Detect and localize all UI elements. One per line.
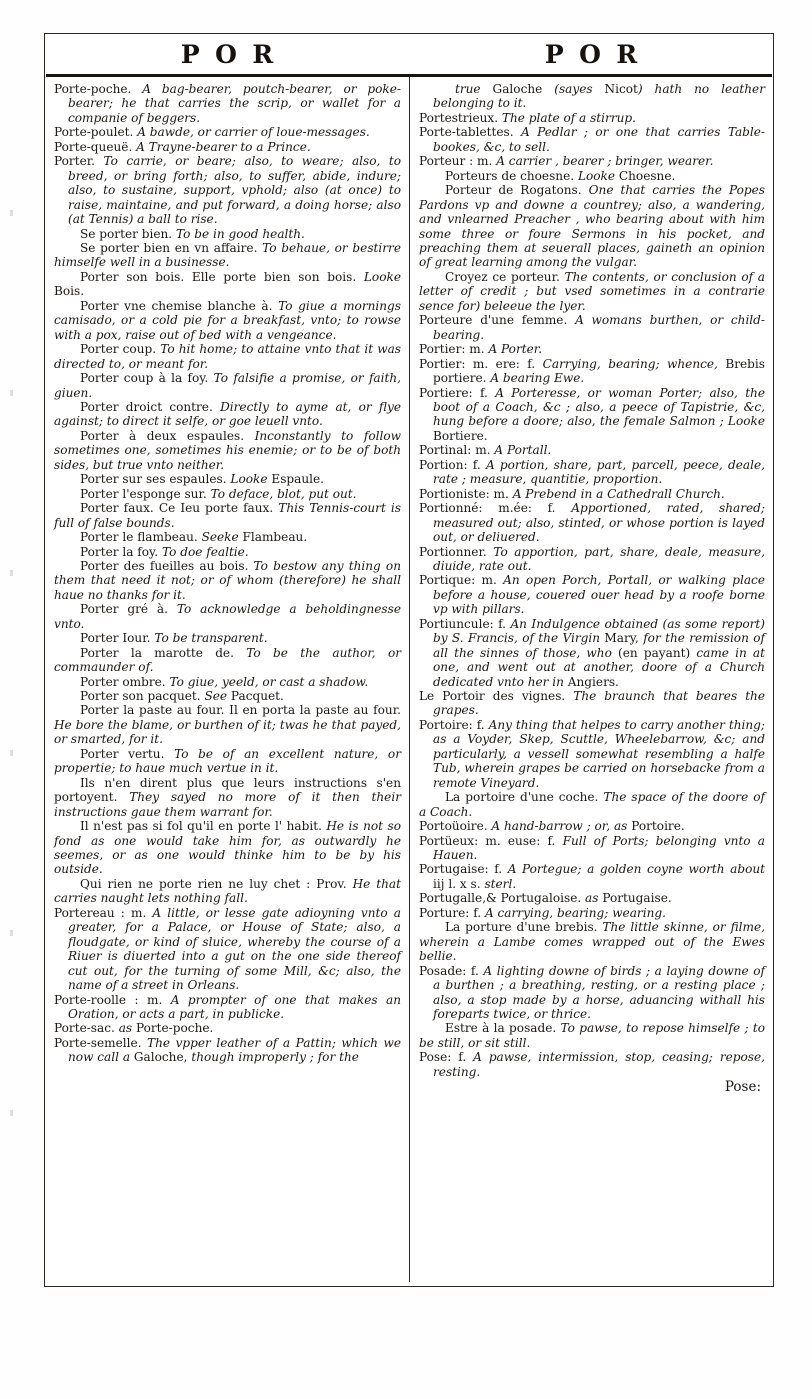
headword-text: Portugalle,& Portugaloise. [419,891,586,906]
dictionary-entry [54,371,401,400]
column-right [409,77,773,1282]
headword-text: Porter son bois. Elle porte bien son bois. [80,269,364,284]
headword-text: Flambeau. [242,530,308,545]
headword-text: Brebis portiere. [433,356,766,386]
headword-text: Espaule. [271,472,325,487]
dictionary-entry [54,429,401,472]
headword-text: Portionner. [419,544,494,559]
headword-text: Porte-tablettes. [419,125,521,140]
headword-text: Porter vertu. [80,746,175,761]
headword-text: Se porter bien. [80,226,176,241]
gloss-text: The little skinne, or filme, wherein a Lambe comes wrapped out of the Ewes bellie. [419,920,765,964]
dictionary-entry [54,545,401,559]
headword-text: Porter gré à. [80,602,177,617]
gloss-text: To carrie, or beare; also, to weare; also, to breed, or bring forth; also, to suffer, abide, indure; also, to sustaine, support, vphold; also (at once) to raise, maintaine, and put forward, a doing horse; also (at Tennis) a ball to rise. [68,154,401,227]
headword-text: Porte-poche. [54,82,143,96]
headword-text: Porteur de Rogatons. [445,183,589,198]
dictionary-entry [54,82,401,125]
dictionary-entry [419,111,765,125]
dictionary-entry [419,718,765,790]
gloss-text: A prompter of one that makes an Oration, or acts a part, in publicke. [68,992,401,1021]
headword-text: Porter le flambeau. [80,530,202,545]
gloss-text: To hit home; to attaine vnto that it was directed to, or meant for. [54,342,401,371]
headword-text: Portoire. [631,819,685,834]
gloss-text: This Tennis-court is full of false bounds. [54,501,401,530]
headword-text: Posade: f. [419,963,484,978]
dictionary-entry [54,646,401,675]
catchword: Pose: [724,1079,761,1096]
gloss-text: Inconstantly to follow sometimes one, sometimes his enemie; or to be of both sides, but true vnto neither. [54,428,401,472]
gloss-text: He is not so fond as one would take him for, as outwardly he seemes, or as one would thinke him to be by his outside. [54,819,401,877]
dictionary-entry [419,487,765,501]
headword-text: (en payant) [618,645,697,660]
headword-text: Galoche [492,82,555,96]
headword-text: Portiuncule: f. [419,616,511,631]
gloss-text: A little, or lesse gate adioyning vnto a greater, for a Palace, or House of State; also, a floudgate, or kind of sluice, whereby the course of a Riuer is diuerted into a gut on the one side thereof cut out, for the turning of some Mill, &c; also, the name of a street in Orleans. [68,905,401,993]
gloss-text: To pawse, to repose himselfe ; to be still, or sit still. [419,1021,765,1050]
dictionary-entry [419,891,765,905]
gloss-text: Looke [577,168,619,183]
gloss-text: A portion, share, part, parcell, peece, deale, rate ; measure, quantitie, proportion. [433,457,765,487]
dictionary-entry [54,819,401,877]
headword-text: Portier: m. [419,342,489,357]
headword-text: Il n'est pas si fol qu'il en porte l' habit. [80,819,327,834]
headword-text: Pacquet. [230,689,284,704]
headword-text: Porter l'esponge sur. [80,486,211,501]
dictionary-entry [54,125,401,139]
headword-text: Portugaise. [602,891,672,906]
headword-text: Porture: f. [419,905,485,920]
gloss-text: as [585,891,603,906]
headword-text: Croyez ce porteur. [445,269,565,284]
gloss-text: To be of an excellent nature, or propertie; to haue much vertue in it. [54,746,401,776]
gloss-text: A bearing Ewe. [490,371,585,386]
gloss-text: To be transparent. [154,631,268,646]
headword-text: Porte-poulet. [54,125,138,140]
dictionary-entry [419,964,765,1022]
headword-text: Choesne. [618,168,676,183]
dictionary-entry [419,443,765,457]
headword-text: Portugaise: f. [419,862,508,877]
gloss-text: He that carries naught lets nothing fall. [54,876,401,906]
headword-text: Portier: m. ere: f. [419,356,543,371]
headword-text: Porter des fueilles au bois. [80,558,254,573]
gloss-text: An open Porch, Portall, or walking place before a house, couered ouer head by a roofe borne vp with pillars. [433,573,765,617]
dictionary-entry [54,241,401,270]
dictionary-entry [54,227,401,241]
headword-text: Galoche, [133,1050,192,1065]
dictionary-entry [419,920,765,963]
headword-text: Porter la foy. [80,544,162,559]
gloss-text: The space of the doore of a Coach. [419,790,765,819]
running-head-left: POR [180,39,289,69]
gloss-text: To doe fealtie. [161,544,249,559]
gloss-text: To giue a mornings camisado, or a cold pie for a breakfast, vnto; to rowse with a pox, raise out of bed with a vengeance. [54,298,401,342]
headword-text: Porter coup à la foy. [80,371,214,386]
dictionary-entry [54,1021,401,1035]
dictionary-entry [419,573,765,616]
gloss-text: A pawse, intermission, stop, ceasing; repose, resting. [433,1050,765,1079]
dictionary-entry [419,834,765,863]
gloss-text: Seeke [201,530,243,545]
headword-text: La porture d'une brebis. [445,920,603,935]
dictionary-entry [54,776,401,819]
dictionary-entry [54,747,401,776]
gloss-text: They sayed no more of it then their instructions gaue them warrant for. [54,790,401,819]
headword-text: Porte-poche. [135,1021,214,1036]
gloss-text: A Trayne-bearer to a Prince. [136,139,311,154]
headword-text: Portoire: f. [419,717,489,732]
dictionary-entry [419,862,765,891]
headword-text: Porte-roolle : m. [54,992,171,1007]
gloss-text: Carrying, bearing; whence, [542,356,726,371]
headword-text: Portioniste: m. [419,486,513,501]
headword-text: Se porter bien en vn affaire. [80,240,263,255]
dictionary-entry [54,154,401,226]
gloss-text: A hand-barrow ; or, as [491,819,632,834]
headword-text: Porte-semelle. [54,1035,148,1050]
dictionary-entry [419,270,765,313]
headword-text: Porter son pacquet. [80,689,205,704]
dictionary-entry [54,400,401,429]
gloss-text: Apportioned, rated, shared; measured out; also, stinted, or whose portion is layed out, or deliuered. [433,501,765,545]
running-head-right: POR [544,39,653,69]
gloss-text: A lighting downe of birds ; a laying downe of a burthen ; a breathing, resting, or a resting place ; also, a stop made by a horse, aduancing withall his foreparts twice, or thrice. [433,963,765,1021]
dictionary-entry [54,559,401,602]
gloss-text: To giue, yeeld, or cast a shadow. [169,674,369,689]
gloss-text: ) hath no leather belonging to it. [433,82,765,111]
gloss-text: See [204,689,231,704]
dictionary-entry [54,877,401,906]
gloss-text: A carrying, bearing; wearing. [484,905,666,920]
headword-text: Bois. [54,284,85,299]
gloss-text: A Prebend in a Cathedrall Church. [512,486,725,501]
gloss-text: An Indulgence obtained (as some report) by S. Francis, of the Virgin [433,616,765,646]
gloss-text: The braunch that beares the grapes. [433,689,765,718]
gloss-text: though improperly ; for the [191,1050,359,1065]
headword-text: Porter vne chemise blanche à. [80,298,279,313]
gloss-text: He bore the blame, or burthen of it; twas he that payed, or smarted, for it. [54,717,401,747]
gloss-text: Looke [363,269,401,284]
dictionary-entry [419,82,765,111]
headword-text: Porter la paste au four. Il en porta la paste au four. [80,703,401,718]
headword-text: Porte-queuë. [54,139,137,154]
gloss-text: To be in good health. [175,226,305,241]
gloss-text: as [118,1021,136,1036]
headword-text: iij l. x s. [433,876,485,891]
gloss-text: To be the author, or commaunder of. [54,645,402,675]
headword-text: Porter Iour. [80,631,155,646]
headword-text: Porter droict contre. [80,399,221,414]
headword-text: Porteurs de choesne. [445,168,578,183]
dictionary-entry [54,631,401,645]
headword-text: Porter. [54,154,104,169]
headword-text: Porteure d'une femme. [419,313,576,328]
headword-text: Portiere: f. [419,385,496,400]
dictionary-entry [54,342,401,371]
gloss-text: To behaue, or bestirre himselfe well in a businesse. [54,240,401,270]
page-frame [44,33,774,1287]
dictionary-entry [419,313,765,342]
running-head-row [45,34,773,74]
headword-text: Portionné: m.ée: f. [419,501,572,516]
gloss-text: To apportion, part, share, deale, measure, diuide, rate out. [433,544,766,573]
dictionary-entry [419,1050,765,1079]
dictionary-entry [54,1036,401,1065]
dictionary-entry [54,270,401,299]
gloss-text: One that carries the Popes Pardons vp and downe a countrey; also, a wandering, and vnlearned Preacher , who bearing about with him some three or foure Sermons in his pocket, and preaching them at seuerall places, gaineth an opinion of great learning among the vulgar. [419,183,765,270]
gloss-text: came in at one, and went out at another, doore of a Church dedicated vnto her in [433,645,766,689]
dictionary-entry [54,689,401,703]
headword-text: Porter à deux espaules. [80,428,255,443]
headword-text: Portüeux: m. euse: f. [419,833,563,848]
dictionary-entry [419,1021,765,1050]
dictionary-entry [54,906,401,993]
gloss-text: Full of Ports; belonging vnto a Hauen. [433,833,765,863]
dictionary-entry [54,140,401,154]
gloss-text: A womans burthen, or child-bearing. [433,313,766,342]
gloss-text: Looke [230,472,272,487]
headword-text: Qui rien ne porte rien ne luy chet : Prov. [80,876,353,891]
headword-text: Bortiere. [433,428,488,443]
dictionary-entry [419,906,765,920]
gloss-text: A Porter. [488,342,543,357]
headword-text: Ils n'en dirent plus que leurs instructions s'en portoyent. [54,775,401,805]
dictionary-entry [419,386,765,444]
headword-text: Porter ombre. [80,674,170,689]
headword-text: Estre à la posade. [445,1021,561,1036]
gloss-text: To bestow any thing on them that need it not; or of whom (therefore) he shall haue no thanks for it. [54,558,401,602]
headword-text: Porter faux. Ce Ieu porte faux. [80,501,279,516]
gloss-text: The plate of a stirrup. [501,110,636,125]
scan-margin-artifacts [10,120,13,1220]
dictionary-entry [419,545,765,574]
headword-text: Pose: f. [419,1050,474,1065]
dictionary-entry [419,125,765,154]
column-left [45,77,409,1282]
dictionary-entry [419,617,765,689]
gloss-text: To falsifie a promise, or faith, giuen. [54,371,401,400]
headword-text: Portestrieux. [419,110,502,125]
headword-text: Mary, [604,631,644,646]
dictionary-entry [54,472,401,486]
dictionary-entry [54,530,401,544]
dictionary-entry [419,169,765,183]
dictionary-entry [419,819,765,833]
gloss-text: The vpper leather of a Pattin; which we now call a [68,1035,401,1065]
headword-text: Porter la marotte de. [80,645,247,660]
dictionary-entry [419,183,765,270]
text-columns [45,77,773,1282]
gloss-text: A Portegue; a golden coyne worth about [507,862,765,877]
headword-text: Portique: m. [419,573,504,588]
gloss-text: A Pedlar ; or one that carries Table-bookes, &c, to sell. [433,125,766,154]
headword-text: Portereau : m. [54,905,153,920]
headword-text: Nicot [604,82,638,96]
dictionary-entry [419,689,765,718]
headword-text: Porter sur ses espaules. [80,472,231,487]
dictionary-entry [419,458,765,487]
dictionary-entry [54,602,401,631]
dictionary-entry [419,154,765,168]
gloss-text: The contents, or conclusion of a letter of credit ; but vsed sometimes in a contrarie sence for) beleeue the lyer. [419,269,765,313]
dictionary-entry [54,501,401,530]
gloss-text: A bawde, or carrier of loue-messages. [137,125,370,140]
headword-text: Porte-sac. [54,1021,119,1036]
gloss-text: A Portall. [494,443,552,458]
dictionary-entry [419,342,765,356]
headword-text: Porter coup. [80,342,161,357]
dictionary-entry [54,993,401,1022]
headword-text: Le Portoir des vignes. [419,689,574,704]
gloss-text: Any thing that helpes to carry another thing; as a Voyder, Skep, Scuttle, Wheelebarrow, &c; and particularly, a vessell somewhat resembling a halfe Tub, wherein grapes be carried on horsebacke from a remote Vineyard. [433,717,765,790]
gloss-text: A bag-bearer, poutch-bearer, or poke-bearer; he that carries the scrip, or wallet for a companie of beggers. [68,82,401,125]
headword-text: La portoire d'une coche. [445,790,604,805]
gloss-text: (sayes [554,82,605,96]
gloss-text: for the remission of all the sinnes of those, who [433,631,765,660]
gloss-text: true [455,82,493,96]
headword-text: Portoüoire. [419,819,492,834]
headword-text: Portion: f. [419,457,486,472]
dictionary-entry [54,703,401,746]
dictionary-entry [54,487,401,501]
dictionary-entry [54,675,401,689]
headword-text: Angiers. [567,674,619,689]
headword-text: Portinal: m. [419,443,495,458]
dictionary-entry [54,299,401,342]
gloss-text: A Porteresse, or woman Porter; also, the boot of a Coach, &c ; also, a peece of Tapistrie, &c, hung before a doore; also, the female Salmon ; Looke [433,385,766,429]
gloss-text: sterl. [484,876,517,891]
gloss-text: A carrier , bearer ; bringer, wearer. [496,154,714,169]
dictionary-entry [419,357,765,386]
dictionary-entry [419,790,765,819]
gloss-text: To deface, blot, put out. [210,486,357,501]
dictionary-entry [419,501,765,544]
gloss-text: To acknowledge a beholdingnesse vnto. [54,602,402,631]
gloss-text: Directly to ayme at, or flye against; to direct it selfe, or goe leuell vnto. [54,399,401,429]
headword-text: Porteur : m. [419,154,497,169]
